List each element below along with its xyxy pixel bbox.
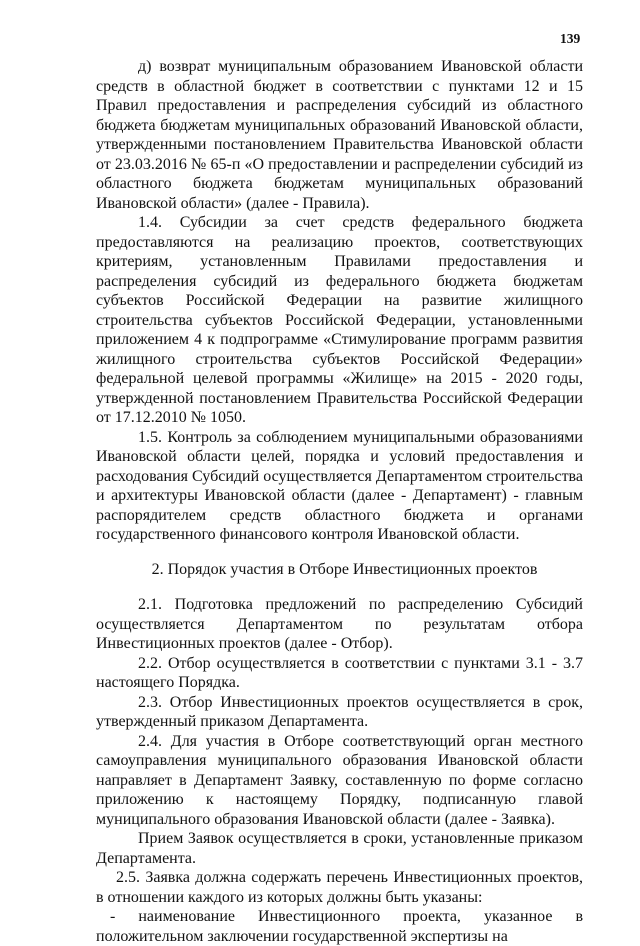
paragraph-2-3: 2.3. Отбор Инвестиционных проектов осуществляется в срок, утвержденный приказом Департамента.: [96, 693, 583, 730]
paragraph-2-5: 2.5. Заявка должна содержать перечень Инвестиционных проектов, в отношении каждого из которых должны быть указаны:: [96, 869, 583, 906]
paragraph-2-2: 2.2. Отбор осуществляется в соответствии с пунктами 3.1 - 3.7 настоящего Порядка.: [96, 654, 583, 691]
paragraph-1-5: 1.5. Контроль за соблюдением муниципальными образованиями Ивановской области целей, порядка и условий предоставления и расходования Субсидий осуществляется Департаментом строительства и архитектуры Ивановской области (далее - Департамент) - главным распорядителем средств областного бюджета и органами государственного финансового контроля Ивановской области.: [96, 428, 583, 543]
paragraph-return-funds: д) возврат муниципальным образованием Ивановской области средств в областной бюджет в соответствии с пунктами 12 и 15 Правил предоставления и распределения субсидий из областного бюджета бюджетам муниципальных образований Ивановской области, утвержденными постановлением Правительства Ивановской области от 23.03.2016 № 65-п «О предоставлении и распределении субсидий из областного бюджета бюджетам муниципальных образований Ивановской области» (далее - Правила).: [96, 58, 583, 212]
list-item-project-name: - наименование Инвестиционного проекта, указанное в положительном заключении государственной экспертизы на: [96, 908, 583, 945]
paragraph-2-4: 2.4. Для участия в Отборе соответствующий орган местного самоуправления муниципального образования Ивановской области направляет в Департамент Заявку, составленную по форме согласно приложению к настоящему Порядку, подписанную главой муниципального образования Ивановской области (далее - Заявка).: [96, 732, 583, 828]
paragraph-1-4: 1.4. Субсидии за счет средств федерального бюджета предоставляются на реализацию проектов, соответствующих критериям, установленным Правилами предоставления и распределения субсидий из федерального бюджета бюджетам субъектов Российской Федерации на развитие жилищного строительства субъектов Российской Федерации, установленными приложением 4 к подпрограмме «Стимулирование программ развития жилищного строительства субъектов Российской Федерации» федеральной целевой программы «Жилище» на 2015 - 2020 годы, утвержденной постановлением Правительства Российской Федерации от 17.12.2010 № 1050.: [96, 214, 583, 426]
section-heading: 2. Порядок участия в Отборе Инвестиционных проектов: [151, 560, 538, 578]
paragraph-2-1: 2.1. Подготовка предложений по распределению Субсидий осуществляется Департаментом по результатам отбора Инвестиционных проектов (далее - Отбор).: [96, 596, 583, 652]
page-number: 139: [560, 31, 581, 46]
document-body: [96, 57, 583, 946]
paragraph-applications-acceptance: Прием Заявок осуществляется в сроки, установленные приказом Департамента.: [96, 830, 583, 867]
